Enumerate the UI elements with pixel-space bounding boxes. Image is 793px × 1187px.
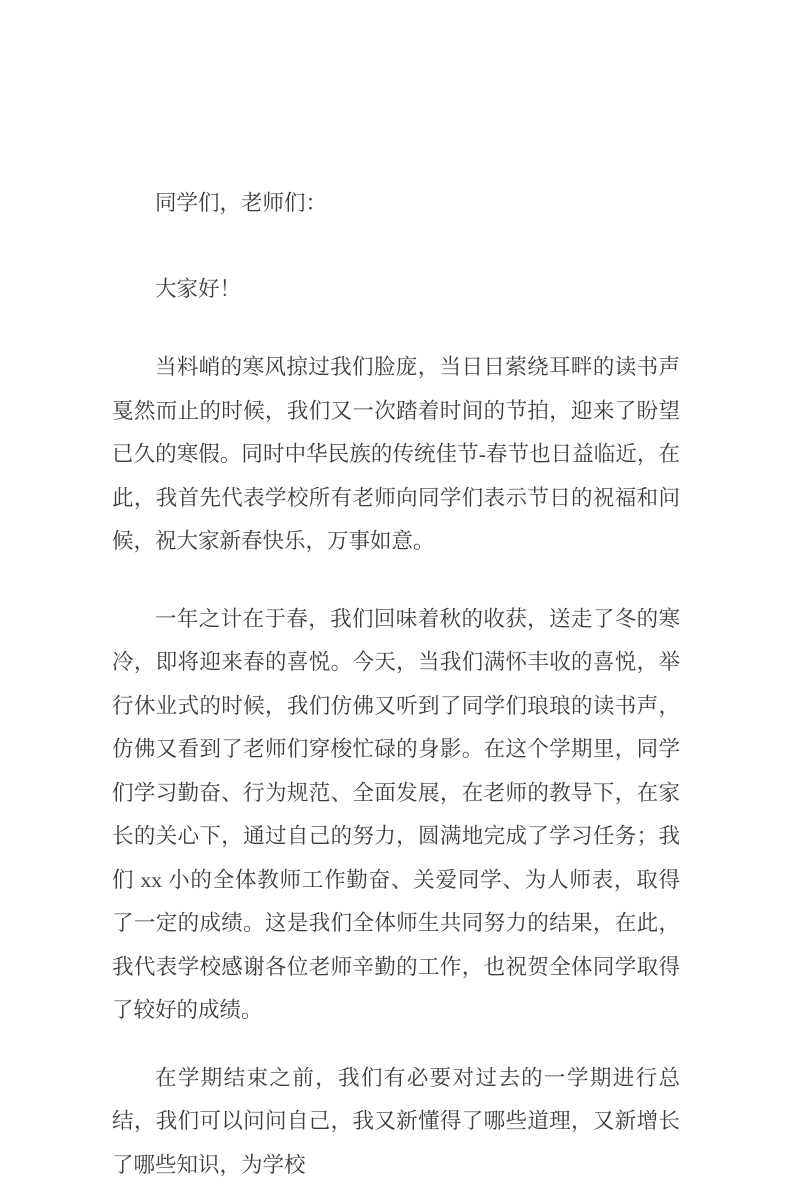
paragraph-greeting: 同学们，老师们： [112, 182, 680, 226]
paragraph-body-3: 在学期结束之前，我们有必要对过去的一学期进行总结，我们可以问问自己，我又新懂得了哪些道理，又新增长了哪些知识，为学校 [112, 1057, 680, 1187]
paragraph-body-1: 当料峭的寒风掠过我们脸庞，当日日萦绕耳畔的读书声戛然而止的时候，我们又一次踏着时间的节拍，迎来了盼望已久的寒假。同时中华民族的传统佳节-春节也日益临近，在此，我首先代表学校所有老师向同学们表示节日的祝福和问候，祝大家新春快乐，万事如意。 [112, 346, 680, 564]
paragraph-salute: 大家好！ [112, 268, 680, 312]
paragraph-body-2: 一年之计在于春，我们回味着秋的收获，送走了冬的寒冷，即将迎来春的喜悦。今天，当我们满怀丰收的喜悦，举行休业式的时候，我们仿佛又听到了同学们琅琅的读书声，仿佛又看到了老师们穿梭忙碌的身影。在这个学期里，同学们学习勤奋、行为规范、全面发展，在老师的教导下，在家长的关心下，通过自己的努力，圆满地完成了学习任务；我们 xx 小的全体教师工作勤奋、关爱同学、为人师表，取得了一定的成绩。这是我们全体师生共同努力的结果，在此，我代表学校感谢各位老师辛勤的工作，也祝贺全体同学取得了较好的成绩。 [112, 598, 680, 1033]
